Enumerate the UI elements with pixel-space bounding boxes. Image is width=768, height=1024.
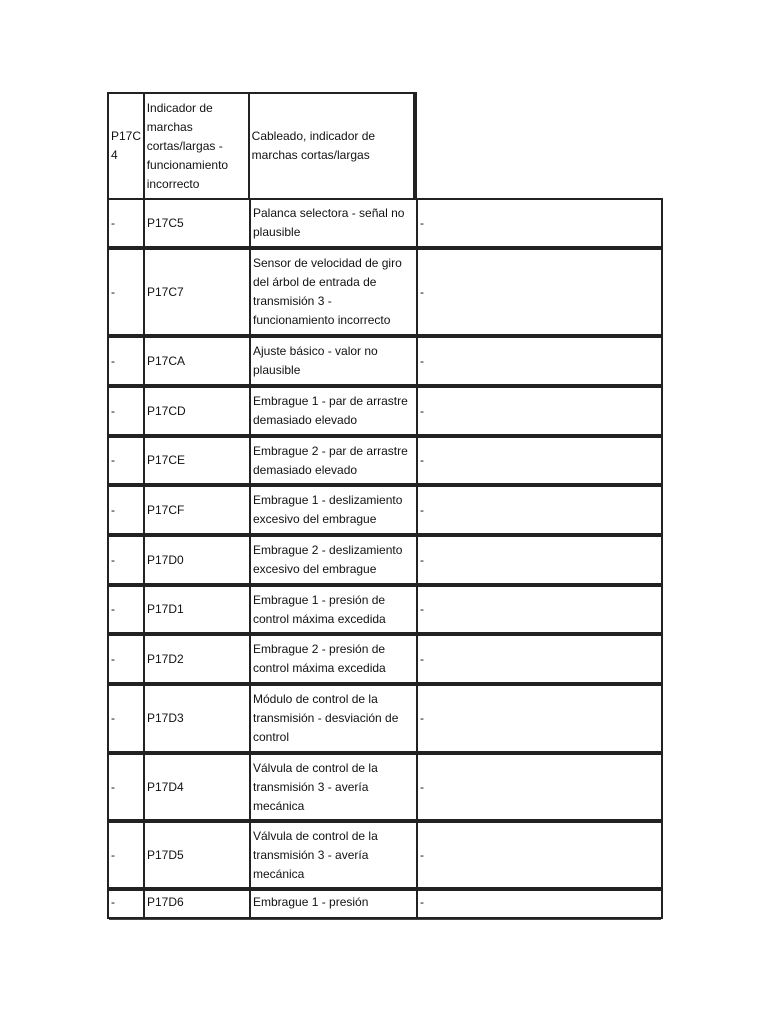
table-row [107,753,663,821]
code-cell: P17CE [145,438,251,483]
dash-cell: - [109,537,145,583]
description-cell: Ajuste básico - valor no plausible [251,338,418,384]
code-cell: P17D2 [145,636,251,682]
dash-cell: - [109,823,145,887]
dash-cell: - [420,502,424,517]
table-row [107,634,663,684]
dash-cell: - [420,779,424,794]
header-description-cell: Indicador de marchas cortas/largas - funcionamiento incorrecto [145,94,250,198]
dash-cell: - [109,388,145,434]
table-row [107,821,663,889]
description-cell: Módulo de control de la transmisión - desviación de control [251,686,418,751]
dash-cell: - [420,403,424,418]
code-cell: P17CA [145,338,251,384]
code-cell: P17C5 [145,200,251,246]
description-cell: Válvula de control de la transmisión 3 - avería mecánica [251,755,418,819]
dash-cell: - [420,895,424,909]
dash-cell: - [109,250,145,334]
code-cell: P17D5 [145,823,251,887]
table-row [107,336,663,386]
code-cell: P17C7 [145,250,251,334]
table-row [107,436,663,485]
table-row [107,386,663,436]
table-row [107,198,663,248]
description-cell: Embrague 1 - presión [251,891,418,917]
description-cell: Válvula de control de la transmisión 3 - avería mecánica [251,823,418,887]
table-row [107,535,663,585]
dash-cell: - [420,353,424,368]
table-row [107,889,663,919]
table-header-row [107,92,417,198]
table-row [107,248,663,336]
table-row [107,485,663,535]
description-cell: Embrague 2 - par de arrastre demasiado elevado [251,438,418,483]
description-cell: Palanca selectora - señal no plausible [251,200,418,246]
dash-cell: - [109,755,145,819]
dash-cell: - [420,847,424,862]
code-cell: P17CF [145,487,251,533]
description-cell: Embrague 1 - presión de control máxima excedida [251,587,418,632]
code-cell: P17D6 [145,891,251,917]
dash-cell: - [109,587,145,632]
code-cell: P17CD [145,388,251,434]
dash-cell: - [109,438,145,483]
header-code-cell: P17C 4 [109,94,145,198]
description-cell: Embrague 2 - presión de control máxima excedida [251,636,418,682]
description-cell: Embrague 1 - par de arrastre demasiado elevado [251,388,418,434]
code-cell: P17D3 [145,686,251,751]
code-cell: P17D4 [145,755,251,819]
dash-cell: - [420,552,424,567]
table-row [107,684,663,753]
dash-cell: - [420,651,424,666]
header-cause-cell: Cableado, indicador de marchas cortas/largas [250,94,415,198]
dash-cell: - [420,284,424,299]
dash-cell: - [109,487,145,533]
dash-cell: - [109,200,145,246]
dash-cell: - [109,686,145,751]
description-cell: Embrague 2 - deslizamiento excesivo del embrague [251,537,418,583]
dash-cell: - [109,636,145,682]
description-cell: Sensor de velocidad de giro del árbol de entrada de transmisión 3 - funcionamiento incorrecto [251,250,418,334]
dash-cell: - [420,711,424,725]
dash-cell: - [420,453,424,467]
code-cell: P17D0 [145,537,251,583]
dash-cell: - [420,602,424,616]
description-cell: Embrague 1 - deslizamiento excesivo del embrague [251,487,418,533]
dash-cell: - [109,338,145,384]
table-row [107,585,663,634]
code-cell: P17D1 [145,587,251,632]
dash-cell: - [420,215,424,230]
dash-cell: - [109,891,145,917]
